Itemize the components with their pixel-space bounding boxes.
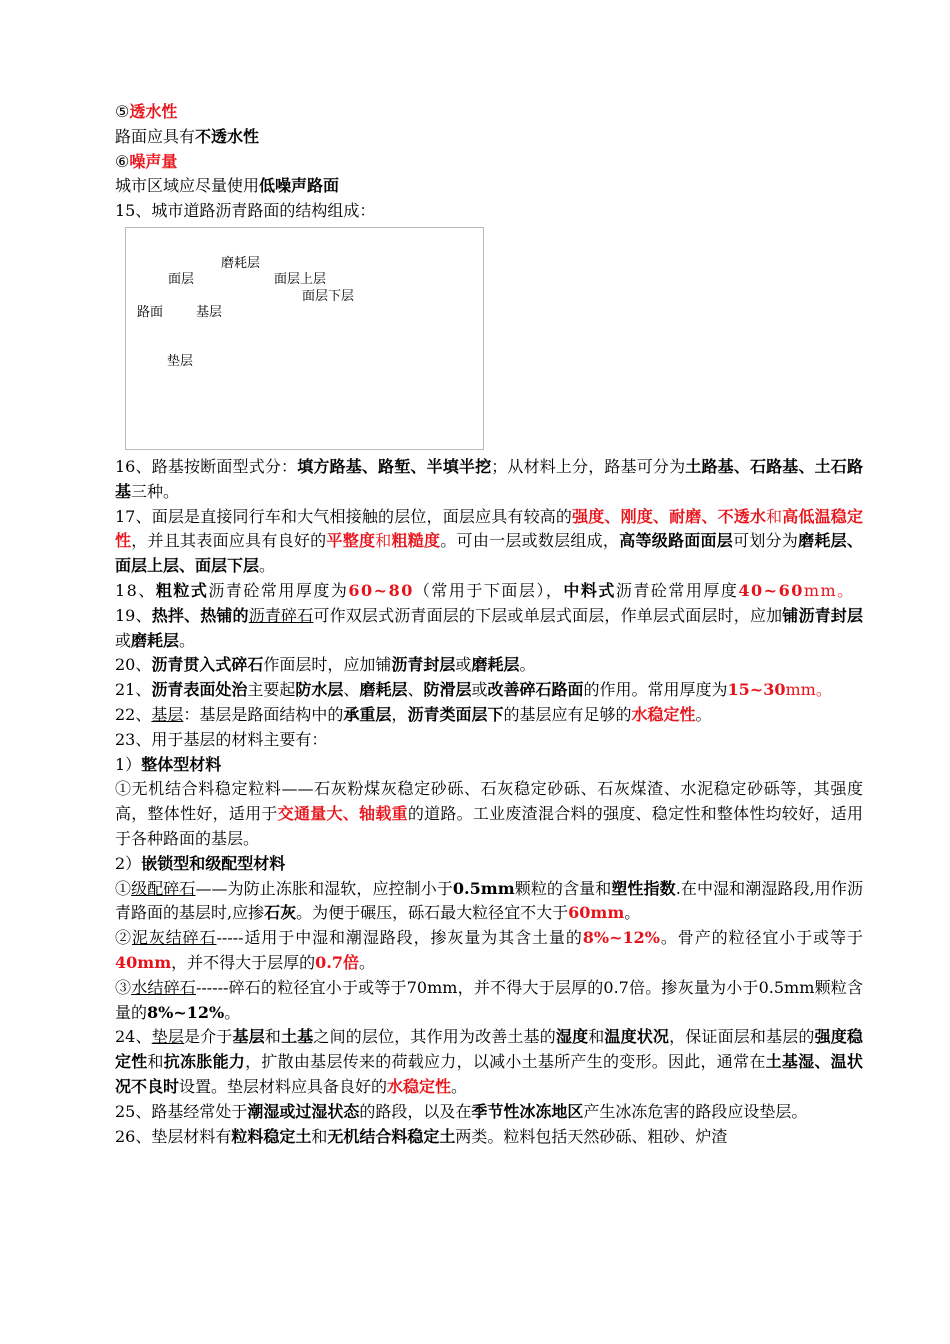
red-bold-text: 40~60 [738,580,804,600]
text: 可作双层式沥青面层的下层或单层式面层，作单层式面层时，应加 [313,605,783,625]
text: ② [115,928,132,948]
red-bold-text: 水稳定性 [631,704,696,724]
text: ------碎石的粒径宜小于或等于70mm，并不得大于层厚的0.7倍。掺灰量为小于0.5mm颗粒含量的 [115,977,863,1022]
text: -----适用于中湿和潮湿路段，掺灰量为其含土量的 [216,928,583,948]
bold-text: 中料式 [563,580,616,600]
red-bold-text: 交通量大、轴载重 [277,804,408,824]
bold-text: 低噪声路面 [259,176,340,196]
underlined-text: 垫层 [151,1027,185,1047]
red-bold-text: 水稳定性 [387,1076,452,1096]
underlined-text: 沥青碎石 [248,605,314,625]
text: ，并不得大于层厚的 [171,952,316,972]
bold-text: 土基 [281,1027,314,1047]
circled-number: ⑤ [115,102,130,121]
text: .在中湿和潮湿路段,用作沥青路面的基层时,应掺 [115,878,863,923]
red-bold-text: 平整度 [326,531,376,551]
text: 。 [695,704,712,724]
bold-text: 沥青表面处治 [151,680,248,700]
item-23-2-c [115,976,863,1026]
bold-text: 季节性冰冻地区 [471,1101,584,1121]
bold-text: 热拌、热铺的 [151,605,249,625]
text: ①无机结合料稳定粒料——石灰粉煤灰稳定砂砾、石灰稳定砂砾、石灰煤渣、水泥稳定砂砾等，其强度高，整体性好，适用于 [115,779,863,824]
item-23-2-heading [115,852,863,877]
text: 沥青砼常用厚度为 [208,580,349,600]
bold-text: 强度稳定性 [115,1027,863,1072]
red-bold-text: 60~80 [348,580,414,600]
diagram-label-upper-surface: 面层上层 [274,271,327,287]
bold-text: 沥青类面层下 [407,704,504,724]
text: 城市区域应尽量使用 [115,176,260,196]
item-23-1-a [115,777,863,851]
text: 设置。垫层材料应具备良好的 [179,1076,388,1096]
underlined-text: 泥灰结碎石 [131,928,217,948]
bold-text: 铺沥青封层 [782,605,863,625]
text: ：基层是路面结构中的 [183,704,344,724]
text: ，扩散由基层传来的荷载应力，以减小土基所产生的变形。因此，通常在 [245,1052,766,1072]
text: 20、 [115,655,152,675]
bold-text: 粒料稳定土 [231,1126,312,1146]
item-15-text: 15、城市道路沥青路面的结构组成： [115,201,376,221]
diagram-label-pavement: 路面 [137,304,164,320]
bold-text: 整体型材料 [141,754,222,774]
text: 24、 [115,1027,152,1047]
diagram-label-surface-course: 面层 [168,271,195,287]
item-24 [115,1025,863,1099]
bold-text: 土路基、石路基、土石路基 [115,456,863,501]
text: 。骨产的粒径宜小于或等于 [659,928,863,948]
heading-text: 噪声量 [129,151,178,171]
text: 或 [115,630,132,650]
red-text: 和 [375,531,392,551]
underlined-text: 水结碎石 [131,977,196,997]
text: 。可由一层或数层组成， [440,531,620,551]
item-22 [115,703,863,728]
item-23-2-b [115,926,863,976]
bold-text: 填方路基、路堑、半填半挖 [297,456,492,476]
bold-text: 嵌锁型和级配型材料 [141,853,286,873]
item-23: 23、用于基层的材料主要有： [115,729,328,749]
text: 22、 [115,704,152,724]
bold-text: 塑性指数 [611,878,676,898]
item-permeability-heading [115,100,863,125]
text: 和 [311,1126,328,1146]
item-16 [115,455,863,505]
text: ③ [115,977,132,997]
text: 。 [451,1076,468,1096]
text: 沥青砼常用厚度 [615,580,739,600]
bold-text: 不透水性 [195,126,260,146]
red-bold-text: 60mm [568,903,625,923]
bold-text: 潮湿或过湿状态 [247,1101,360,1121]
item-21 [115,678,863,703]
bold-text: 温度状况 [604,1027,670,1047]
text: 路面应具有 [115,126,196,146]
item-noise-heading [115,150,863,175]
bold-text: 湿度 [555,1027,589,1047]
text: 25、路基经常处于 [115,1101,248,1121]
text: 。 [224,1002,241,1022]
text: 19、 [115,605,152,625]
red-bold-text: 强度、刚度、耐磨、不透水 [572,506,767,526]
diagram-label-wear-layer: 磨耗层 [221,255,261,271]
text: 。为便于碾压，砾石最大粒径宜不大于 [296,903,569,923]
text: 17、面层是直接同行车和大气相接触的层位，面层应具有较高的 [115,506,573,526]
item-18 [115,579,863,604]
item-20 [115,653,863,678]
bold-text: 石灰 [264,903,297,923]
underlined-text: 级配碎石 [131,878,196,898]
text: 2） [115,853,142,873]
heading-text: 透水性 [129,102,178,121]
pavement-structure-diagram [125,227,484,450]
item-permeability-text [115,125,863,150]
bold-text: 沥青贯入式碎石 [151,655,264,675]
bold-text: 磨耗层 [131,630,180,650]
diagram-label-lower-surface: 面层下层 [302,288,355,304]
red-bold-text: 0.7倍 [315,952,359,972]
text: ， [391,704,408,724]
text: 颗粒的含量和 [514,878,612,898]
text: 、 [343,680,360,700]
text: 或 [455,655,472,675]
bold-text: 改善碎石路面 [487,680,584,700]
text: ——为防止冻胀和湿软，应控制小于 [195,878,453,898]
bold-text: 承重层 [343,704,392,724]
text: ，并且其表面应具有良好的 [131,531,327,551]
red-bold-text: 8%~12% [582,928,660,948]
text: ；从材料上分，路基可分为 [491,456,686,476]
text: 是介于 [184,1027,233,1047]
circled-number: ⑥ [115,151,130,171]
text: 三种。 [131,481,180,501]
bold-text: 防滑层 [423,680,472,700]
text: 作面层时，应加铺 [263,655,392,675]
bold-text: 高等级路面面层 [619,531,734,551]
bold-text: 土基湿、温状况不良时 [115,1052,863,1096]
red-bold-text: 高低温稳定性 [115,506,863,551]
bold-text: 抗冻胀能力 [163,1052,246,1072]
text: 。 [519,655,536,675]
text: 之间的层位，其作用为改善土基的 [313,1027,556,1047]
bold-text: 0.5mm [452,878,515,898]
text: 或 [471,680,488,700]
red-bold-text: 15~30 [727,680,786,700]
text: 和 [147,1052,164,1072]
text: ，保证面层和基层的 [669,1027,815,1047]
text: 主要起 [247,680,296,700]
document-body [115,100,863,1149]
text: 18、 [115,580,156,600]
red-text: mm。 [785,680,832,700]
item-23-1-heading [115,753,863,778]
item-25 [115,1100,863,1125]
item-23-2-a [115,877,863,927]
text: 16、路基按断面型式分： [115,456,298,476]
text: 21、 [115,680,152,700]
text: ① [115,878,132,898]
text: 。 [358,952,375,972]
red-bold-text: 粗糙度 [391,531,441,551]
text: 。 [259,556,276,576]
text: 的路段，以及在 [359,1101,472,1121]
item-19 [115,604,863,654]
text: 和 [264,1027,282,1047]
bold-text: 防水层 [295,680,344,700]
text: 26、垫层材料有 [115,1126,232,1146]
text: 产生冰冻危害的路段应设垫层。 [583,1101,808,1121]
bold-text: 磨耗层、面层上层、面层下层 [115,531,863,576]
text: 。 [624,903,641,923]
underlined-text: 基层 [151,704,184,724]
text: 和 [588,1027,605,1047]
text: 、 [407,680,424,700]
item-26 [115,1125,863,1150]
bold-text: 无机结合料稳定土 [327,1126,456,1146]
bold-text: 基层 [232,1027,265,1047]
text: 的基层应有足够的 [503,704,632,724]
bold-text: 粗粒式 [155,580,209,600]
bold-text: 沥青封层 [391,655,456,675]
bold-text: 8%~12% [147,1002,225,1022]
red-bold-text: 40mm [115,952,172,972]
text: 的道路。工业废渣混合料的强度、稳定性和整体性均较好，适用于各种路面的基层。 [115,804,863,848]
text: 1） [115,754,142,774]
text: 两类。粒料包括天然砂砾、粗砂、炉渣 [455,1126,728,1146]
item-noise-text [115,174,863,199]
bold-text: 磨耗层 [359,680,408,700]
diagram-label-cushion-layer: 垫层 [167,353,194,369]
text: 可划分为 [733,531,799,551]
text: （常用于下面层）， [413,580,564,600]
text: 。 [179,630,196,650]
red-text: mm。 [803,580,855,600]
text: 的作用。常用厚度为 [583,680,728,700]
bold-text: 磨耗层 [471,655,520,675]
item-17 [115,505,863,579]
diagram-label-base-course: 基层 [196,304,223,320]
red-text: 和 [766,506,783,526]
